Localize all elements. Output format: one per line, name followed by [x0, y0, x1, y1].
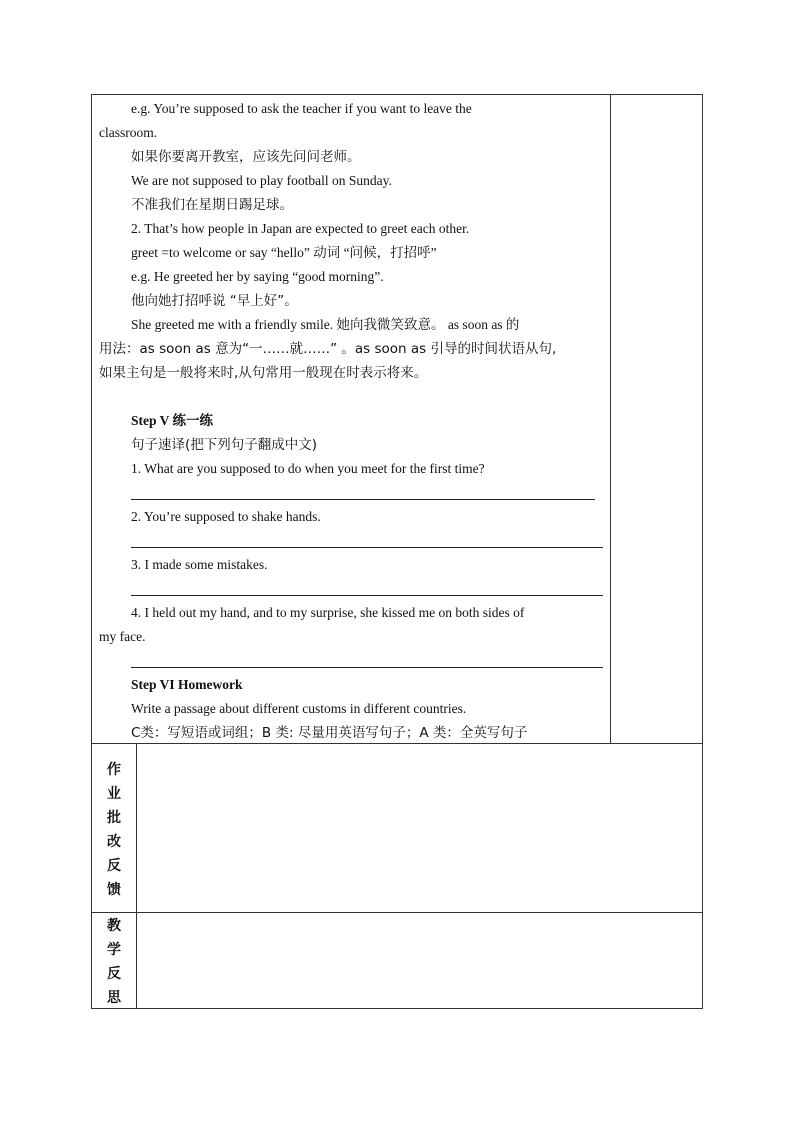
reflection-cell[interactable]: [137, 913, 702, 1008]
answer-blank[interactable]: [131, 499, 595, 500]
text-line: greet =to welcome or say “hello” 动词 “问候，打招呼”: [131, 245, 437, 260]
feedback-label-char: 改: [107, 834, 121, 850]
feedback-cell[interactable]: [137, 744, 702, 912]
reflection-label-char: 思: [107, 990, 121, 1006]
text-line: 如果你要离开教室，应该先问问老师。: [131, 149, 361, 165]
exercise-item: 2. You’re supposed to shake hands.: [131, 509, 321, 524]
text-line: 2. That’s how people in Japan are expected to greet each other.: [131, 221, 470, 236]
exercise-item: my face.: [99, 629, 146, 644]
reflection-label-char: 学: [107, 942, 121, 958]
feedback-label-char: 作: [107, 762, 121, 778]
answer-blank[interactable]: [131, 547, 603, 548]
text-line: e.g. He greeted her by saying “good morning”.: [131, 269, 384, 284]
feedback-label-char: 反: [107, 858, 121, 874]
answer-blank[interactable]: [131, 667, 603, 668]
exercise-item: 3. I made some mistakes.: [131, 557, 268, 572]
text-line: 不准我们在星期日踢足球。: [131, 197, 293, 213]
reflection-label-char: 反: [107, 966, 121, 982]
text-line: 他向她打招呼说 “早上好”。: [131, 293, 298, 309]
reflection-label-char: 教: [107, 918, 121, 934]
text-line: We are not supposed to play football on Sunday.: [131, 173, 392, 188]
exercise-item: 4. I held out my hand, and to my surprise, she kissed me on both sides of: [131, 605, 525, 620]
text-line: 用法：as soon as 意为“一……就……” 。as soon as 引导的时间状语从句,: [99, 341, 557, 357]
text-line: She greeted me with a friendly smile. 她向我微笑致意。 as soon as 的: [131, 317, 520, 332]
feedback-label-char: 馈: [107, 882, 121, 898]
step5-subtitle: 句子速译(把下列句子翻成中文): [131, 437, 318, 453]
homework-line: Write a passage about different customs in different countries.: [131, 701, 467, 716]
step5-title: Step V 练一练: [131, 413, 214, 428]
feedback-label-char: 批: [107, 810, 121, 826]
text-line: 如果主句是一般将来时,从句常用一般现在时表示将来。: [99, 365, 428, 381]
feedback-label-char: 业: [107, 786, 121, 802]
top-row-divider: [610, 94, 611, 744]
answer-blank[interactable]: [131, 595, 603, 596]
homework-line: C类：写短语或词组；B 类: 尽量用英语写句子；A 类：全英写句子: [131, 725, 528, 741]
text-line: e.g. You’re supposed to ask the teacher if you want to leave the: [131, 101, 472, 116]
step6-title: Step VI Homework: [131, 677, 243, 692]
text-line: classroom.: [99, 125, 158, 140]
exercise-item: 1. What are you supposed to do when you meet for the first time?: [131, 461, 485, 476]
